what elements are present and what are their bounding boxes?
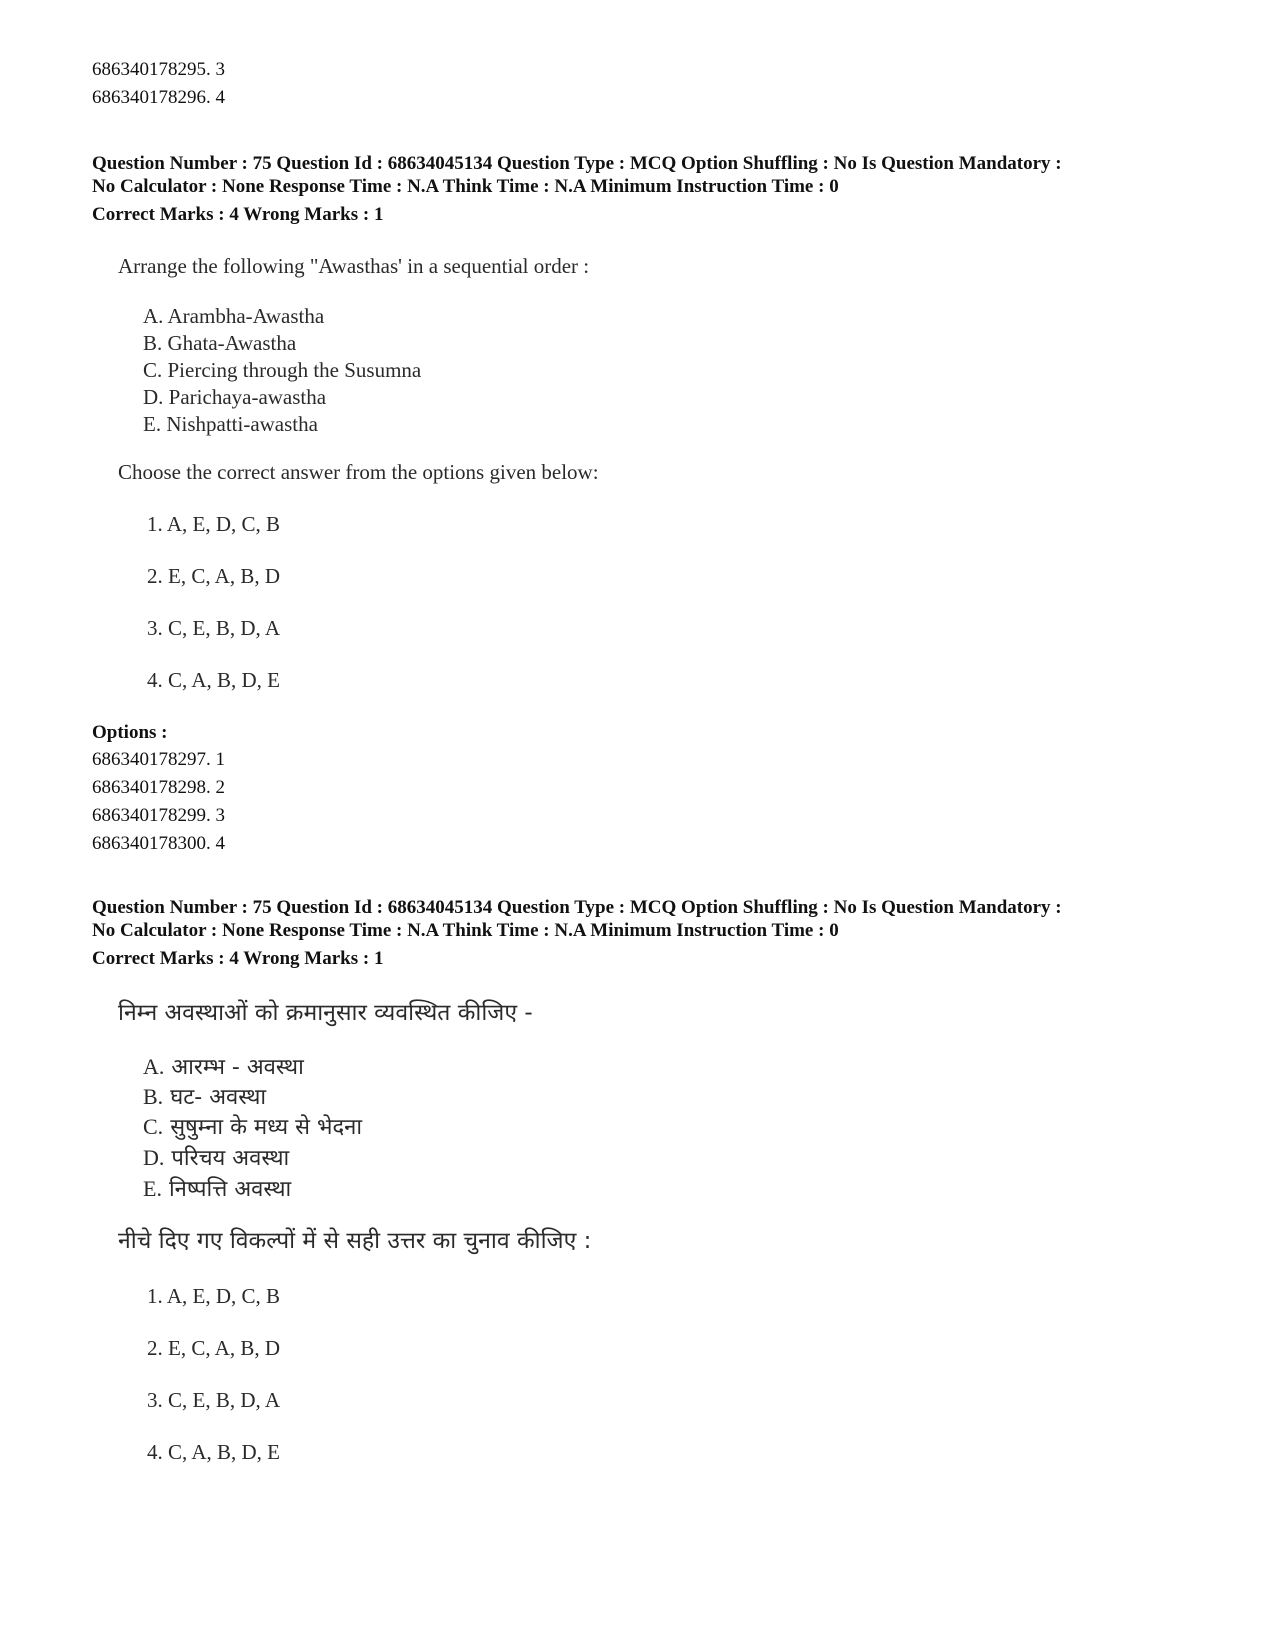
question-prompt: Arrange the following "Awasthas' in a sequential order :	[118, 254, 590, 278]
hindi-item-prefix: E.	[143, 1176, 162, 1201]
hindi-answer-choice-1: 1. A, E, D, C, B	[147, 1284, 281, 1308]
hindi-question-item-d	[143, 1144, 289, 1173]
hindi-question-meta-line-1: Question Number : 75 Question Id : 68634045134 Question Type : MCQ Option Shuffling : No Is Question Mandatory :	[92, 897, 1062, 918]
hindi-item-prefix: B.	[143, 1084, 164, 1109]
answer-choice-2: 2. E, C, A, B, D	[147, 564, 281, 588]
question-instruction: Choose the correct answer from the options given below:	[118, 460, 599, 484]
hindi-question-item-a	[143, 1053, 304, 1082]
hindi-item-prefix: D.	[143, 1145, 165, 1170]
question-item-d: D. Parichaya-awastha	[143, 385, 327, 409]
hindi-question-marks: Correct Marks : 4 Wrong Marks : 1	[92, 948, 384, 969]
hindi-answer-choice-4: 4. C, A, B, D, E	[147, 1440, 281, 1464]
option-id-2: 686340178298. 2	[92, 777, 225, 798]
hindi-question-instruction: नीचे दिए गए विकल्पों में से सही उत्तर का चुनाव कीजिए :	[118, 1228, 592, 1254]
question-item-a: A. Arambha-Awastha	[143, 304, 325, 328]
answer-choice-3: 3. C, E, B, D, A	[147, 616, 281, 640]
hindi-answer-choice-3: 3. C, E, B, D, A	[147, 1388, 281, 1412]
options-label: Options :	[92, 722, 168, 743]
option-id-4: 686340178300. 4	[92, 833, 225, 854]
question-item-e: E. Nishpatti-awastha	[143, 412, 318, 436]
answer-choice-1: 1. A, E, D, C, B	[147, 512, 281, 536]
hindi-item-prefix: C.	[143, 1114, 164, 1139]
previous-option-3: 686340178295. 3	[92, 59, 225, 80]
hindi-item-text: आरम्भ - अवस्था	[171, 1055, 304, 1080]
hindi-item-prefix: A.	[143, 1054, 165, 1079]
hindi-item-text: निष्पत्ति अवस्था	[168, 1177, 292, 1202]
hindi-answer-choice-2: 2. E, C, A, B, D	[147, 1336, 281, 1360]
question-item-b: B. Ghata-Awastha	[143, 331, 297, 355]
hindi-item-text: घट- अवस्था	[170, 1085, 267, 1110]
hindi-question-prompt: निम्न अवस्थाओं को क्रमानुसार व्यवस्थित कीजिए -	[118, 1000, 533, 1026]
hindi-item-text: परिचय अवस्था	[171, 1146, 290, 1171]
answer-choice-4: 4. C, A, B, D, E	[147, 668, 281, 692]
previous-option-4: 686340178296. 4	[92, 87, 225, 108]
option-id-1: 686340178297. 1	[92, 749, 225, 770]
hindi-question-item-c	[143, 1113, 362, 1142]
hindi-question-item-b	[143, 1083, 266, 1112]
hindi-item-text: सुषुम्ना के मध्य से भेदना	[170, 1115, 363, 1140]
question-item-c: C. Piercing through the Susumna	[143, 358, 422, 382]
question-meta-line-2: No Calculator : None Response Time : N.A Think Time : N.A Minimum Instruction Time : 0	[92, 176, 839, 197]
hindi-question-item-e	[143, 1175, 291, 1204]
question-marks: Correct Marks : 4 Wrong Marks : 1	[92, 204, 384, 225]
question-meta-line-1: Question Number : 75 Question Id : 68634045134 Question Type : MCQ Option Shuffling : No Is Question Mandatory :	[92, 153, 1062, 174]
option-id-3: 686340178299. 3	[92, 805, 225, 826]
hindi-question-meta-line-2: No Calculator : None Response Time : N.A Think Time : N.A Minimum Instruction Time : 0	[92, 920, 839, 941]
